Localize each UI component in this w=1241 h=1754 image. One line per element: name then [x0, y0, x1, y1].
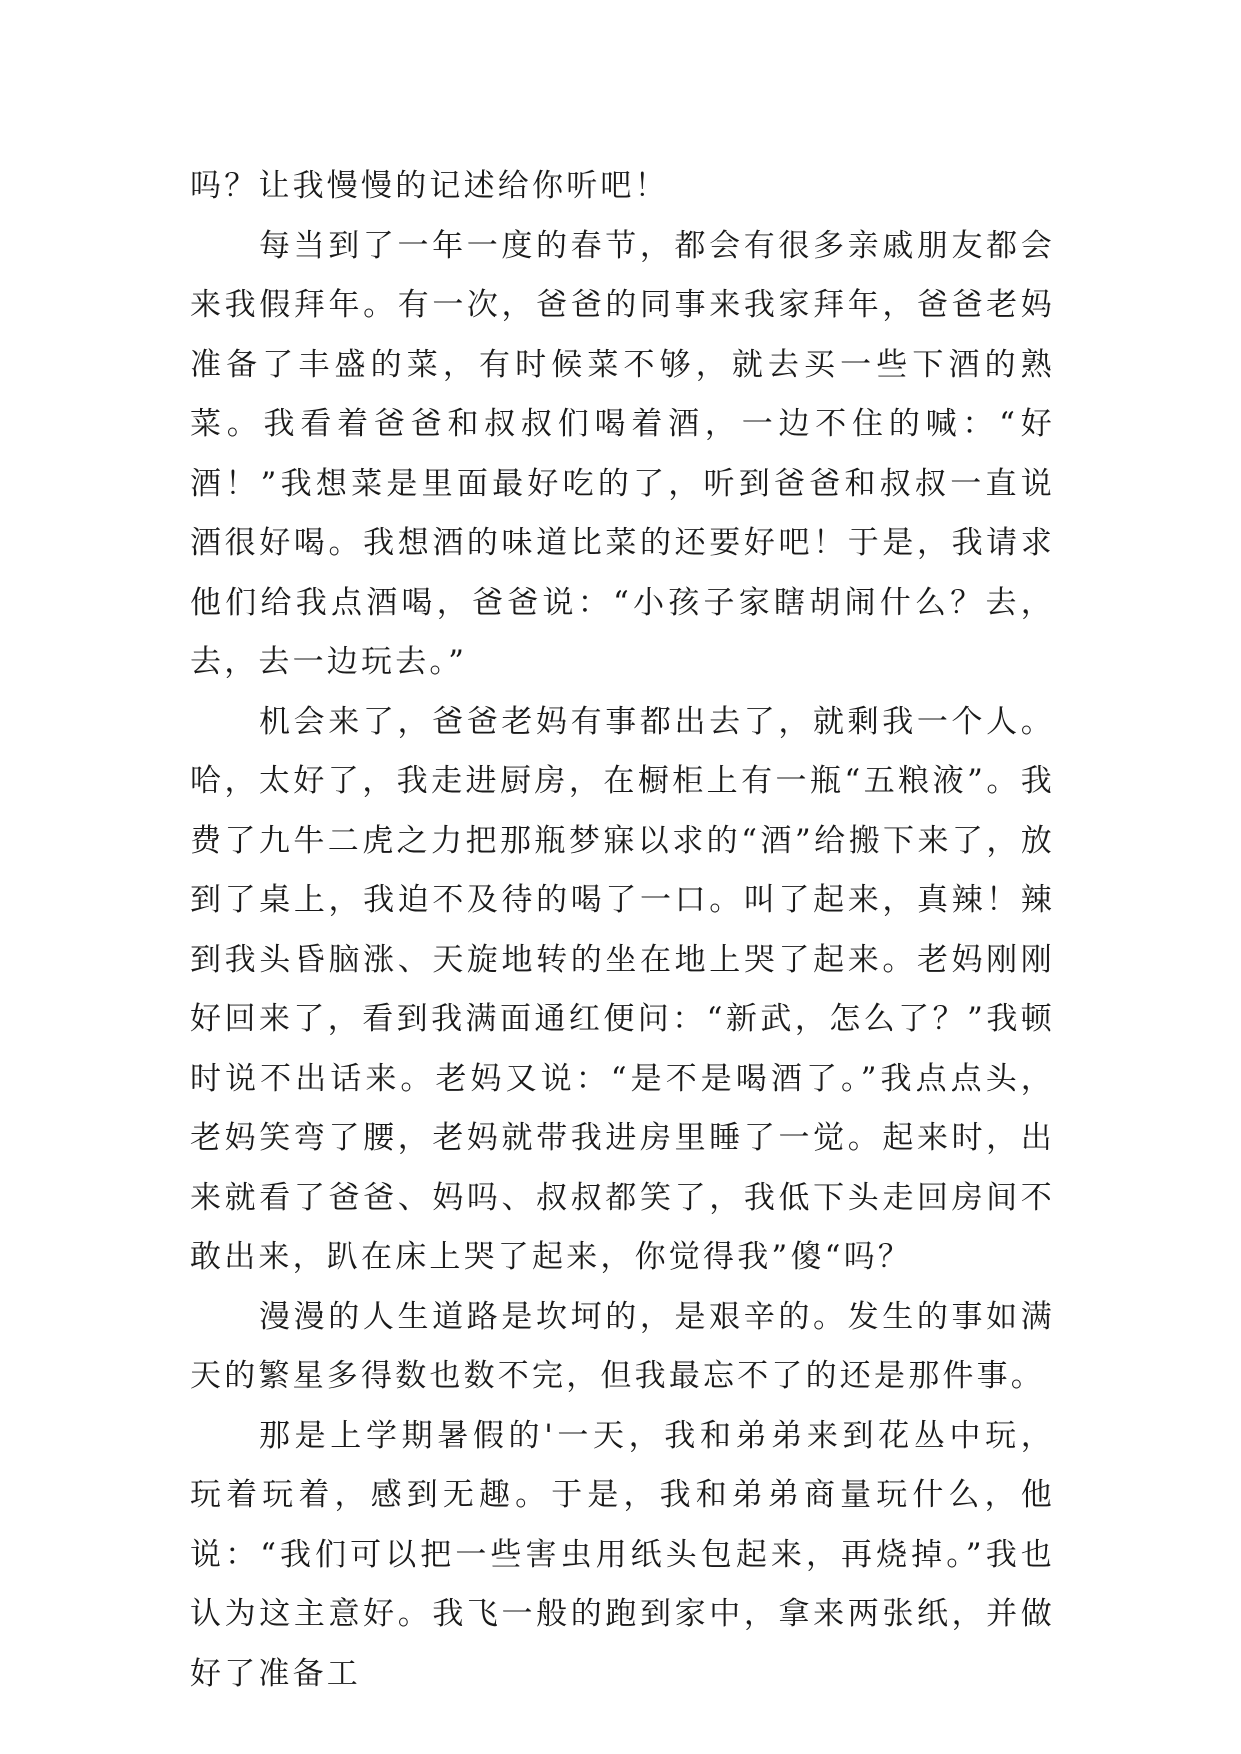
paragraph-summer-day: 那是上学期暑假的'一天，我和弟弟来到花丛中玩，玩着玩着，感到无趣。于是，我和弟弟商量玩什么，他说：“我们可以把一些害虫用纸头包起来，再烧掉。”我也认为这主意好。我飞一般的跑到家中，拿来两张纸，并做好了准备工 — [190, 1417, 1055, 1692]
paragraph-life-road: 漫漫的人生道路是坎坷的，是艰辛的。发生的事如满天的繁星多得数也数不完，但我最忘不了的还是那件事。 — [190, 1298, 1055, 1394]
paragraph-continuation: 吗？让我慢慢的记述给你听吧！ — [190, 168, 669, 204]
paragraph-drinking-incident: 机会来了，爸爸老妈有事都出去了，就剩我一个人。哈，太好了，我走进厨房，在橱柜上有一瓶“五粮液”。我费了九牛二虎之力把那瓶梦寐以求的“酒”给搬下来了，放到了桌上，我迫不及待的喝了一口。叫了起来，真辣！辣到我头昏脑涨、天旋地转的坐在地上哭了起来。老妈刚刚好回来了，看到我满面通红便问：“新武，怎么了？”我顿时说不出话来。老妈又说：“是不是喝酒了。”我点点头，老妈笑弯了腰，老妈就带我进房里睡了一觉。起来时，出来就看了爸爸、妈吗、叔叔都笑了，我低下头走回房间不敢出来，趴在床上哭了起来，你觉得我”傻“吗？ — [190, 703, 1055, 1275]
document-body — [190, 157, 1055, 1704]
paragraph-spring-festival: 每当到了一年一度的春节，都会有很多亲戚朋友都会来我假拜年。有一次，爸爸的同事来我家拜年，爸爸老妈准备了丰盛的菜，有时候菜不够，就去买一些下酒的熟菜。我看着爸爸和叔叔们喝着酒，一边不住的喊：“好酒！”我想菜是里面最好吃的了，听到爸爸和叔叔一直说酒很好喝。我想酒的味道比菜的还要好吧！于是，我请求他们给我点酒喝，爸爸说：“小孩子家瞎胡闹什么？去，去，去一边玩去。” — [190, 227, 1055, 680]
